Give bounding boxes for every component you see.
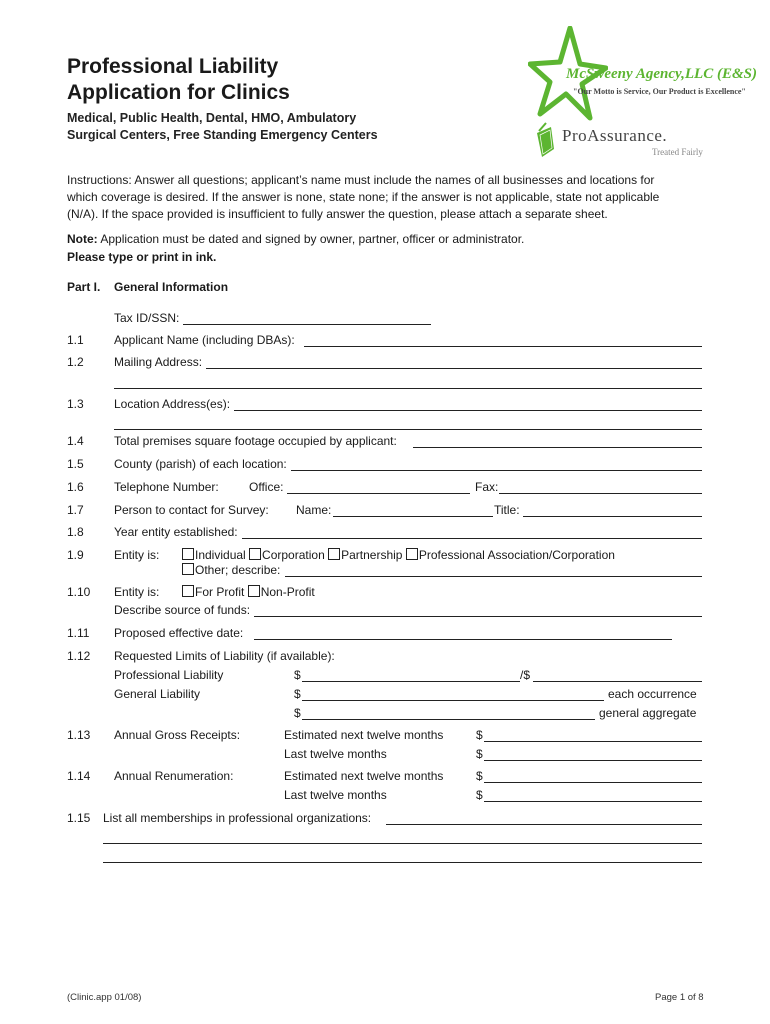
for-profit-label: For Profit xyxy=(195,585,245,599)
q1-3-label: Location Address(es): xyxy=(114,397,231,411)
page-title xyxy=(67,54,290,106)
gross-last-label: Last twelve months xyxy=(284,747,387,761)
q1-8-number: 1.8 xyxy=(67,525,84,539)
mailing-address-field-2[interactable] xyxy=(114,388,702,389)
general-aggregate-field[interactable] xyxy=(302,719,595,720)
dollar-sign: $ xyxy=(476,788,483,802)
q1-2-number: 1.2 xyxy=(67,355,84,369)
professional-association-label: Professional Association/Corporation xyxy=(418,548,615,562)
slash-dollar: /$ xyxy=(520,668,531,682)
note-text: Application must be dated and signed by owner, partner, officer or administrator. xyxy=(97,232,525,246)
agency-motto: "Our Motto is Service, Our Product is Excellence" xyxy=(573,87,746,96)
instructions-line-1: Instructions: Answer all questions; applicant’s name must include the names of all businesses and locations for xyxy=(67,173,655,187)
location-address-field-2[interactable] xyxy=(114,429,702,430)
q1-4-number: 1.4 xyxy=(67,434,84,448)
office-label: Office: xyxy=(249,480,284,494)
q1-15-number: 1.15 xyxy=(67,811,91,825)
renumeration-next-field[interactable] xyxy=(484,782,702,783)
q1-13-label: Annual Gross Receipts: xyxy=(114,728,241,742)
entity-type-options xyxy=(182,548,615,562)
proassurance-leaf-icon xyxy=(534,121,556,159)
print-instruction: Please type or print in ink. xyxy=(67,250,217,264)
contact-name-label: Name: xyxy=(296,503,332,517)
insurer-tagline: Treated Fairly xyxy=(652,147,703,157)
professional-association-checkbox[interactable] xyxy=(406,548,418,560)
q1-12-number: 1.12 xyxy=(67,649,91,663)
general-each-occurrence-field[interactable] xyxy=(302,700,604,701)
q1-14-number: 1.14 xyxy=(67,769,91,783)
q1-13-number: 1.13 xyxy=(67,728,91,742)
mailing-address-field[interactable] xyxy=(206,368,702,369)
dollar-sign: $ xyxy=(294,706,301,720)
q1-1-label: Applicant Name (including DBAs): xyxy=(114,333,295,347)
q1-5-label: County (parish) of each location: xyxy=(114,457,287,471)
gross-last-field[interactable] xyxy=(484,760,702,761)
memberships-field-3[interactable] xyxy=(103,862,702,863)
applicant-name-field[interactable] xyxy=(304,346,702,347)
contact-name-field[interactable] xyxy=(333,516,493,517)
other-option xyxy=(182,563,280,577)
q1-11-label: Proposed effective date: xyxy=(114,626,244,640)
q1-9-number: 1.9 xyxy=(67,548,84,562)
q1-6-label: Telephone Number: xyxy=(114,480,219,494)
q1-10-number: 1.10 xyxy=(67,585,91,599)
subtitle-line-1: Medical, Public Health, Dental, HMO, Ambulatory xyxy=(67,111,357,125)
professional-liability-label: Professional Liability xyxy=(114,668,224,682)
agency-name: McSweeny Agency,LLC (E&S) xyxy=(566,66,757,82)
part-title: General Information xyxy=(114,280,229,294)
q1-6-number: 1.6 xyxy=(67,480,84,494)
renumeration-next-label: Estimated next twelve months xyxy=(284,769,444,783)
title-line-1: Professional Liability xyxy=(67,55,279,78)
each-occurrence-label: each occurrence xyxy=(608,687,697,701)
source-of-funds-field[interactable] xyxy=(254,616,702,617)
office-phone-field[interactable] xyxy=(287,493,470,494)
tax-id-label: Tax ID/SSN: xyxy=(114,311,180,325)
instructions-line-3: (N/A). If the space provided is insufficient to fully answer the question, please attach a separate sheet. xyxy=(67,207,608,221)
funds-label: Describe source of funds: xyxy=(114,603,251,617)
note-label: Note: xyxy=(67,232,98,246)
q1-7-label: Person to contact for Survey: xyxy=(114,503,269,517)
q1-12-label: Requested Limits of Liability (if available): xyxy=(114,649,335,663)
location-address-field[interactable] xyxy=(234,410,702,411)
page-subtitle xyxy=(67,110,378,144)
q1-5-number: 1.5 xyxy=(67,457,84,471)
other-label: Other; describe: xyxy=(195,563,281,577)
note-line xyxy=(67,231,707,248)
general-aggregate-label: general aggregate xyxy=(599,706,697,720)
q1-11-number: 1.11 xyxy=(67,626,90,640)
other-describe-field[interactable] xyxy=(285,576,702,577)
non-profit-checkbox[interactable] xyxy=(248,585,260,597)
individual-checkbox[interactable] xyxy=(182,548,194,560)
profit-options xyxy=(182,585,315,599)
fax-field[interactable] xyxy=(499,493,702,494)
memberships-field-2[interactable] xyxy=(103,843,702,844)
q1-15-label: List all memberships in professional organizations: xyxy=(103,811,372,825)
q1-1-number: 1.1 xyxy=(67,333,84,347)
county-field[interactable] xyxy=(291,470,702,471)
other-checkbox[interactable] xyxy=(182,563,194,575)
renumeration-last-field[interactable] xyxy=(484,801,702,802)
partnership-checkbox[interactable] xyxy=(328,548,340,560)
q1-9-label: Entity is: xyxy=(114,548,160,562)
gross-next-field[interactable] xyxy=(484,741,702,742)
insurer-name: ProAssurance. xyxy=(562,126,668,145)
non-profit-label: Non-Profit xyxy=(260,585,315,599)
dollar-sign: $ xyxy=(294,668,301,682)
instructions-block xyxy=(67,172,707,223)
fax-label: Fax: xyxy=(475,480,499,494)
contact-title-label: Title: xyxy=(494,503,520,517)
subtitle-line-2: Surgical Centers, Free Standing Emergency Centers xyxy=(67,128,378,142)
year-established-field[interactable] xyxy=(242,538,702,539)
q1-14-label: Annual Renumeration: xyxy=(114,769,234,783)
professional-limit-field-1[interactable] xyxy=(302,681,520,682)
individual-label: Individual xyxy=(195,548,246,562)
renumeration-last-label: Last twelve months xyxy=(284,788,387,802)
general-liability-label: General Liability xyxy=(114,687,201,701)
tax-id-field[interactable] xyxy=(183,324,431,325)
part-number: Part I. xyxy=(67,280,101,294)
dollar-sign: $ xyxy=(476,728,483,742)
gross-next-label: Estimated next twelve months xyxy=(284,728,444,742)
form-id: (Clinic.app 01/08) xyxy=(67,992,142,1003)
for-profit-checkbox[interactable] xyxy=(182,585,194,597)
page-number: Page 1 of 8 xyxy=(655,992,704,1003)
professional-limit-field-2[interactable] xyxy=(533,681,702,682)
contact-title-field[interactable] xyxy=(523,516,702,517)
corporation-checkbox[interactable] xyxy=(249,548,261,560)
q1-7-number: 1.7 xyxy=(67,503,84,517)
corporation-label: Corporation xyxy=(262,548,325,562)
memberships-field[interactable] xyxy=(386,824,702,825)
q1-8-label: Year entity established: xyxy=(114,525,238,539)
dollar-sign: $ xyxy=(294,687,301,701)
title-line-2: Application for Clinics xyxy=(67,81,290,104)
square-footage-field[interactable] xyxy=(413,447,702,448)
dollar-sign: $ xyxy=(476,769,483,783)
effective-date-field[interactable] xyxy=(254,639,672,640)
q1-10-label: Entity is: xyxy=(114,585,160,599)
q1-4-label: Total premises square footage occupied by applicant: xyxy=(114,434,397,448)
dollar-sign: $ xyxy=(476,747,483,761)
q1-2-label: Mailing Address: xyxy=(114,355,203,369)
instructions-line-2: which coverage is desired. If the answer is none, state none; if the answer is not applicable, state not applicable xyxy=(67,190,660,204)
q1-3-number: 1.3 xyxy=(67,397,84,411)
partnership-label: Partnership xyxy=(341,548,403,562)
